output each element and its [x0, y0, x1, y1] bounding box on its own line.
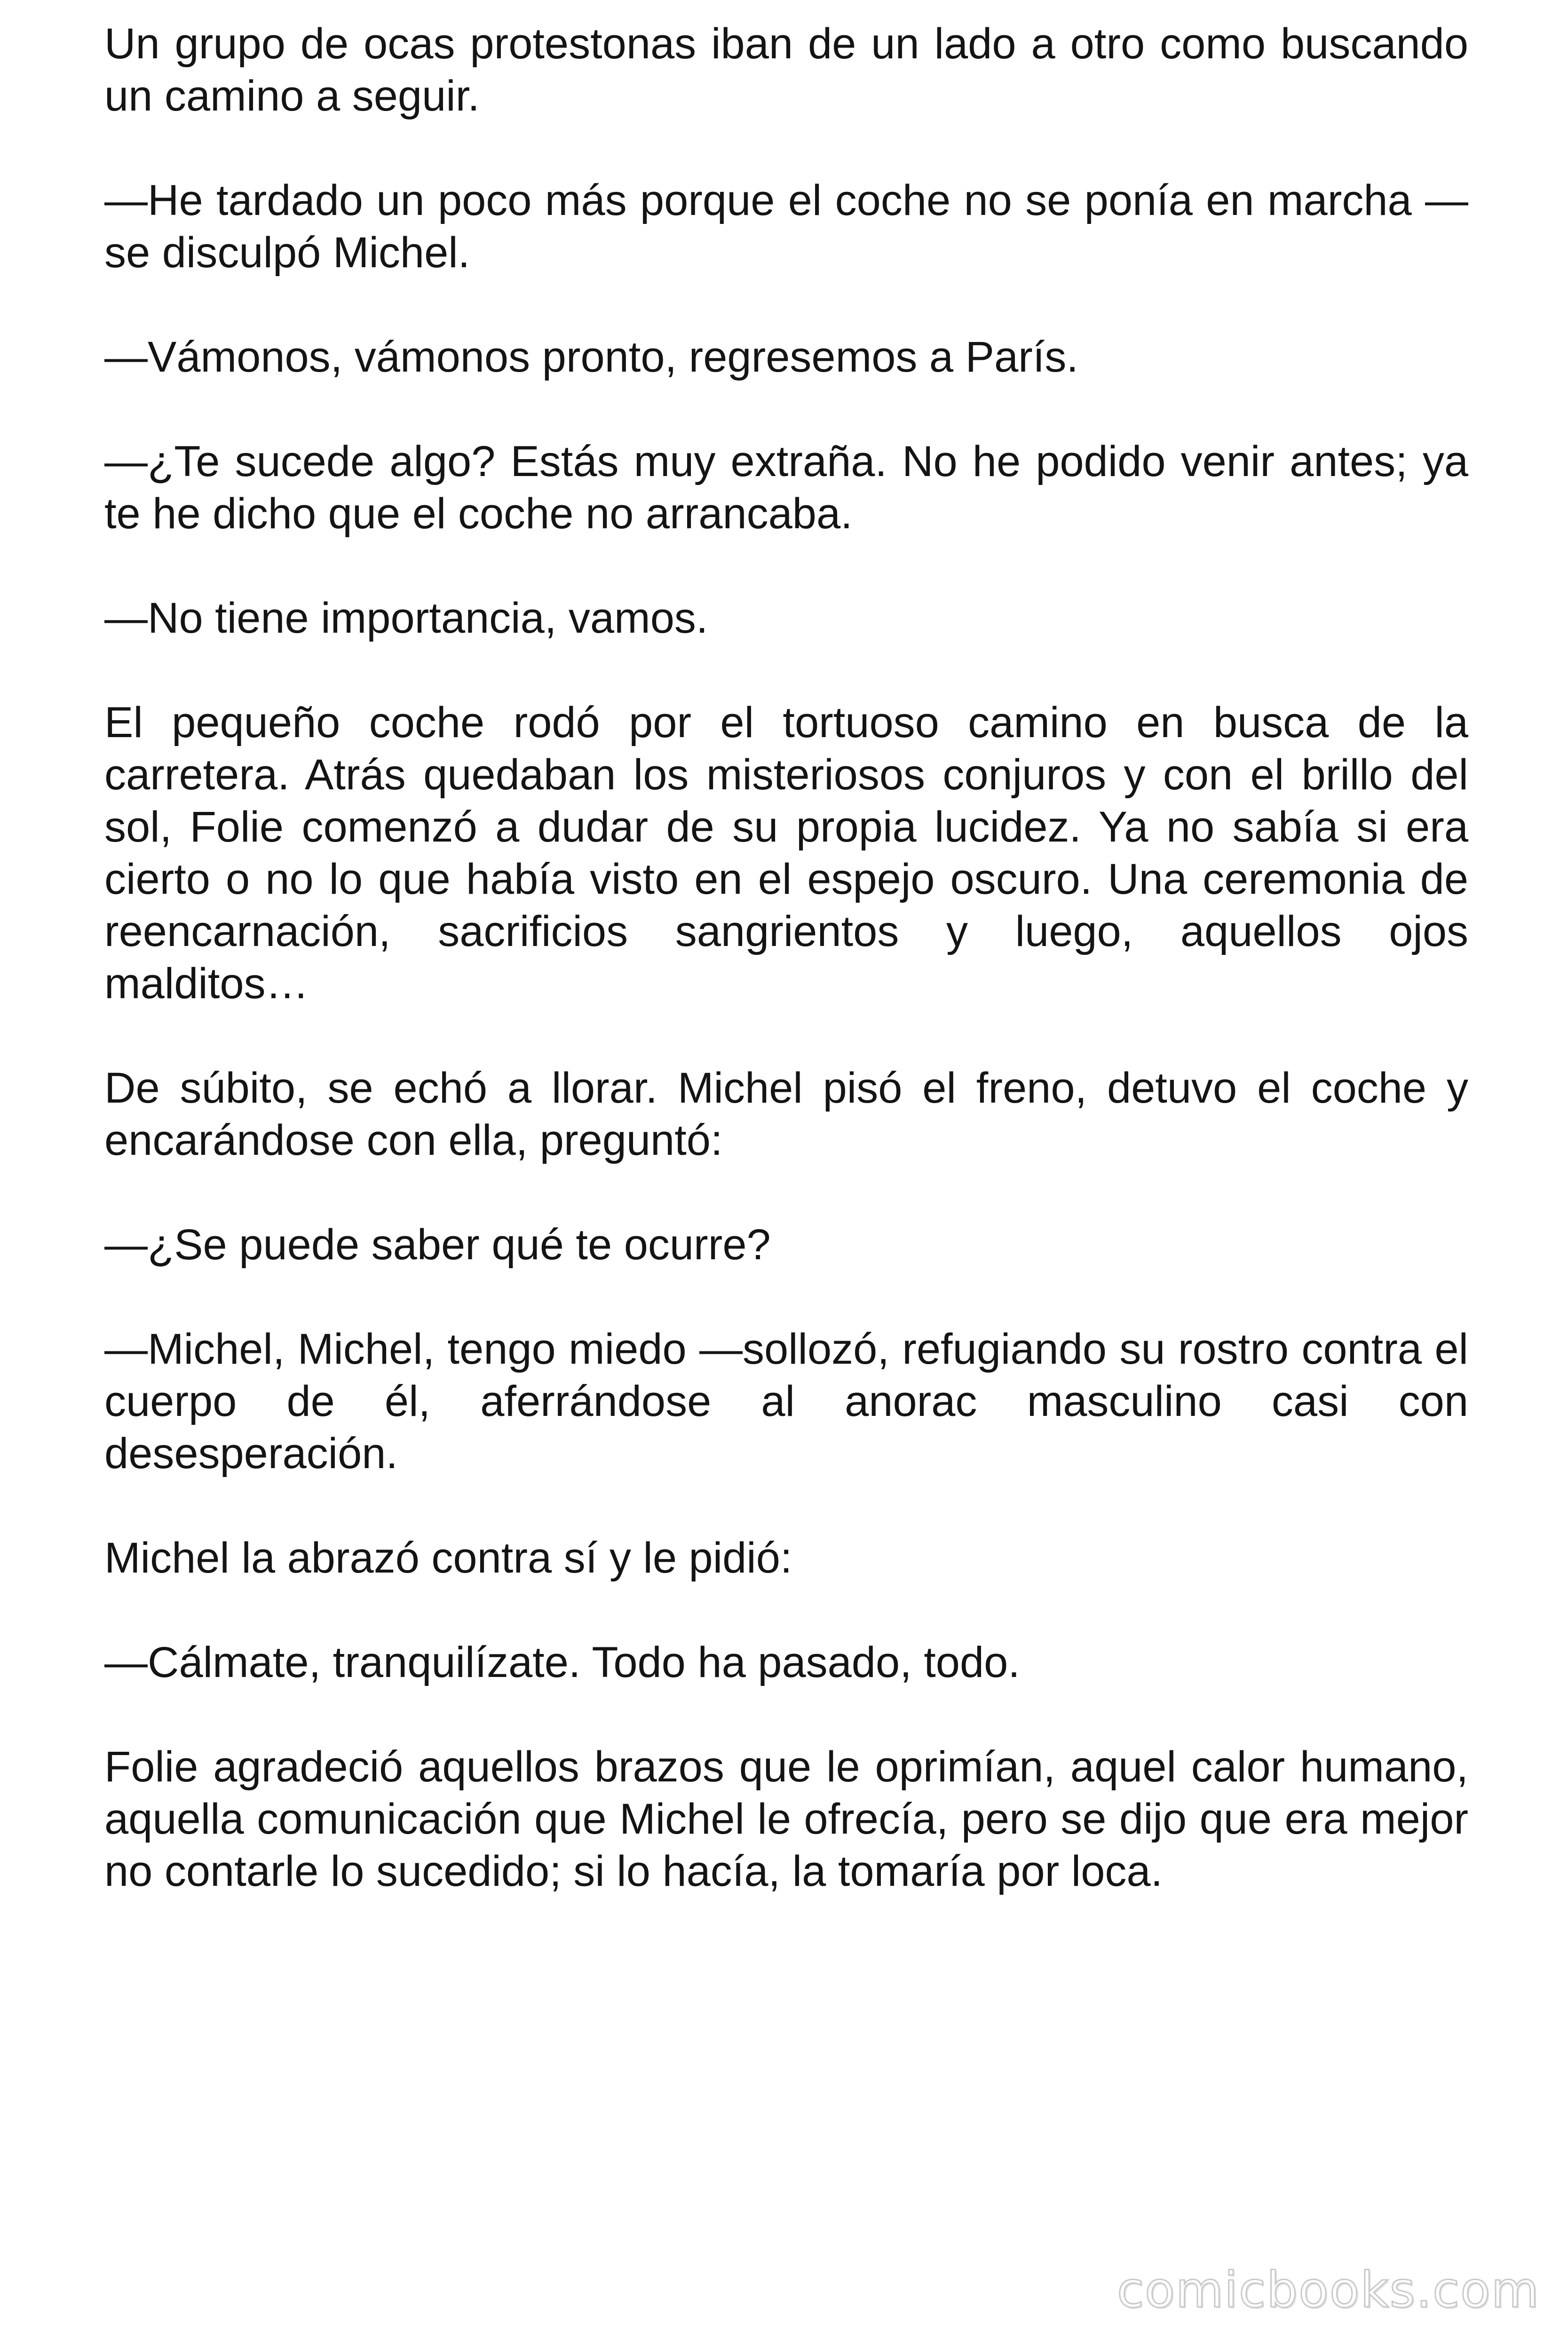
paragraph-12: Folie agradeció aquellos brazos que le oprimían, aquel calor humano, aquella comunicación que Michel le ofrecía, pero se dijo que era mejor no contarle lo sucedido; si lo hacía, la tomaría por loca.	[104, 1743, 1468, 1895]
paragraph-3: —Vámonos, vámonos pronto, regresemos a París.	[104, 333, 1078, 381]
paragraph-2: —He tardado un poco más porque el coche no se ponía en marcha —se disculpó Michel.	[104, 176, 1468, 277]
paragraph-1: Un grupo de ocas protestonas iban de un lado a otro como buscando un camino a seguir.	[104, 20, 1468, 120]
paragraph-9: —Michel, Michel, tengo miedo —sollozó, refugiando su rostro contra el cuerpo de él, aferrándose al anorac masculino casi con desesperación.	[104, 1325, 1468, 1478]
paragraph-4: —¿Te sucede algo? Estás muy extraña. No he podido venir antes; ya te he dicho que el coche no arrancaba.	[104, 437, 1468, 538]
watermark: comicbooks.com	[1117, 2261, 1540, 2319]
paragraph-7: De súbito, se echó a llorar. Michel pisó el freno, detuvo el coche y encarándose con ella, preguntó:	[104, 1064, 1468, 1164]
paragraph-8: —¿Se puede saber qué te ocurre?	[104, 1221, 771, 1269]
paragraph-6: El pequeño coche rodó por el tortuoso camino en busca de la carretera. Atrás quedaban los misteriosos conjuros y con el brillo del sol, Folie comenzó a dudar de su propia lucidez. Ya no sabía si era cierto o no lo que había visto en el espejo oscuro. Una ceremonia de reencarnación, sacrificios sangrientos y luego, aquellos ojos malditos…	[104, 699, 1468, 1008]
paragraph-10: Michel la abrazó contra sí y le pidió:	[104, 1534, 792, 1582]
paragraph-5: —No tiene importancia, vamos.	[104, 594, 708, 642]
paragraph-11: —Cálmate, tranquilízate. Todo ha pasado, todo.	[104, 1638, 1020, 1686]
page-text	[104, 18, 1468, 1950]
